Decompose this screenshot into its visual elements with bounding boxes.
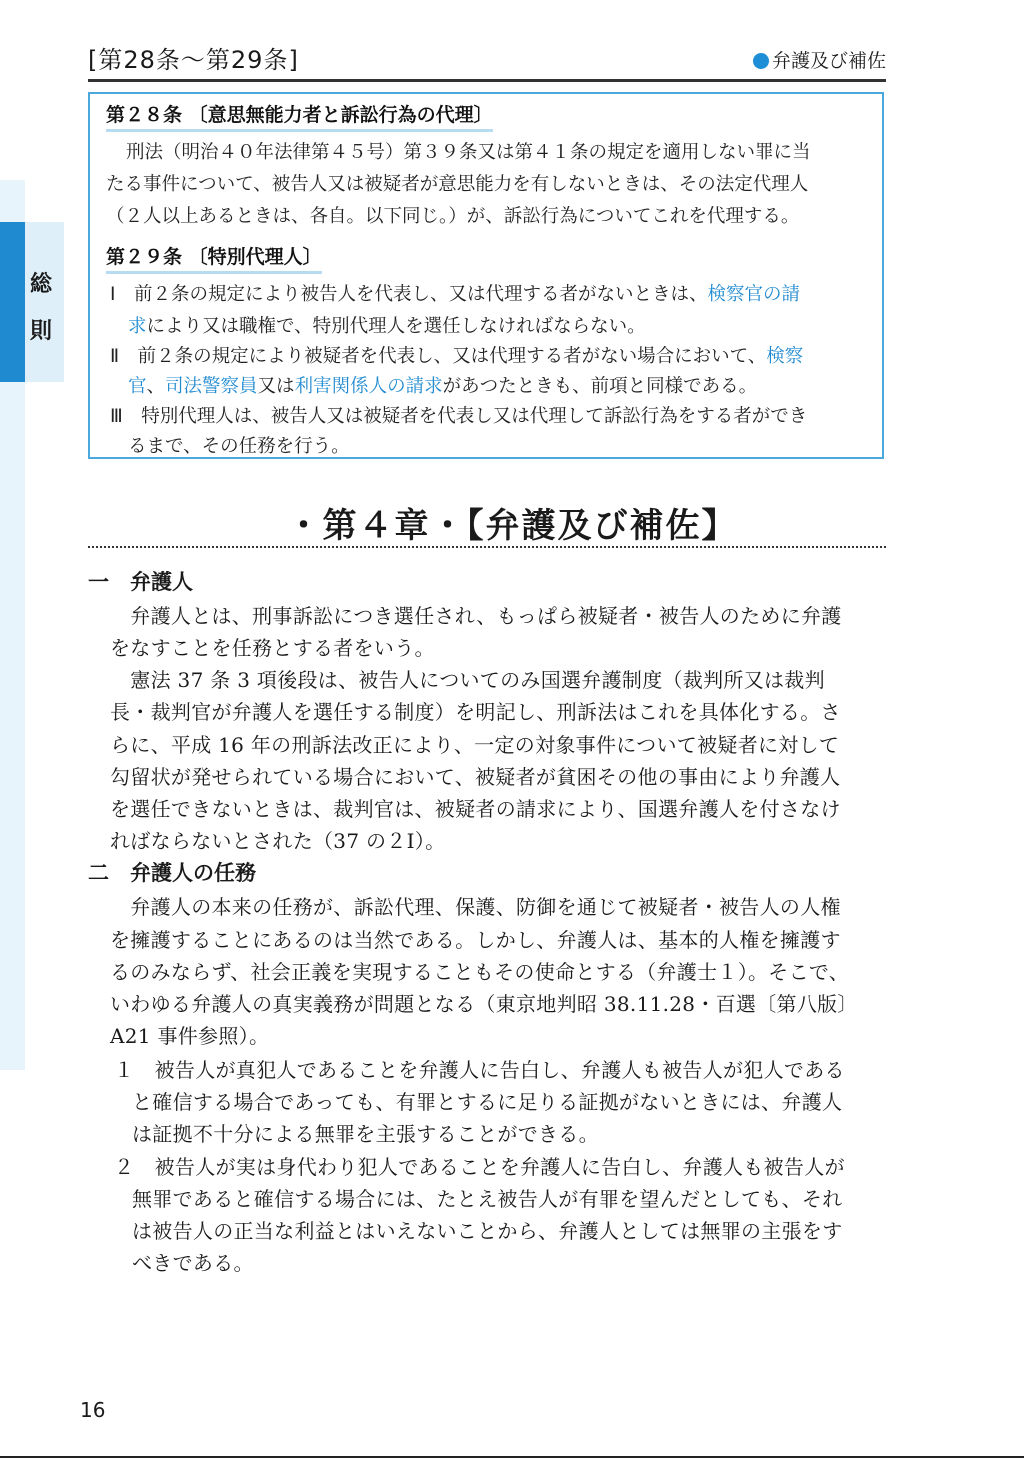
list-item-line: １ 被告人が真犯人であることを弁護人に告白し、弁護人も被告人が犯人である <box>114 1058 845 1082</box>
side-tab-char-2: 則 <box>30 319 53 344</box>
para-text: Ⅰ 前２条の規定により被告人を代表し、又は代理する者がないときは、 <box>110 284 708 305</box>
section-header-label: 弁護及び補佐 <box>771 50 886 72</box>
side-tab-char-1: 総 <box>30 272 53 297</box>
body-line: らに、平成 16 年の刑訴法改正により、一定の対象事件について被疑者に対して <box>110 733 840 757</box>
body-line: ればならないとされた（37 の２Ⅰ）。 <box>110 829 446 853</box>
term-link[interactable]: 求 <box>128 316 147 337</box>
article-29-para-2-cont <box>128 372 757 398</box>
article-29-para-1 <box>110 280 800 306</box>
body-line: をなすことを任務とする者をいう。 <box>110 636 435 660</box>
article-29-para-3-cont: るまで、その任務を行う。 <box>128 436 350 457</box>
statute-box <box>88 92 884 459</box>
para-text: 、 <box>146 376 166 397</box>
term-link[interactable]: 検察官の請 <box>707 284 800 305</box>
para-text: があつたときも、前項と同様である。 <box>442 376 758 397</box>
term-link[interactable]: 利害関係人の請求 <box>294 376 443 397</box>
body-line: A21 事件参照）。 <box>110 1024 270 1048</box>
term-link[interactable]: 官 <box>128 376 147 397</box>
para-text: Ⅱ 前２条の規定により被疑者を代表し、又は代理する者がない場合において、 <box>110 346 767 367</box>
section-header <box>753 46 886 73</box>
para-text: により又は職権で、特別代理人を選任しなければならない。 <box>146 316 646 337</box>
article-29-para-3: Ⅲ 特別代理人は、被告人又は被疑者を代表し又は代理して訴訟行為をする者ができ <box>110 406 808 427</box>
page-number: 16 <box>80 1398 106 1422</box>
body-line: を選任できないときは、裁判官は、被疑者の請求により、国選弁護人を付さなけ <box>110 797 841 821</box>
body-line: 弁護人とは、刑事訴訟につき選任され、もっぱら被疑者・被告人のために弁護 <box>110 604 842 628</box>
list-item-line: べきである。 <box>132 1251 254 1275</box>
list-item-line: と確信する場合であっても、有罪とするに足りる証拠がないときには、弁護人 <box>132 1090 843 1114</box>
article-28-title: 第２８条 〔意思無能力者と訴訟行為の代理〕 <box>106 100 493 132</box>
list-item-line: は証拠不十分による無罪を主張することができる。 <box>132 1122 599 1146</box>
chapter-rule <box>88 546 886 548</box>
body-line: 弁護人の本来の任務が、訴訟代理、保護、防御を通じて被疑者・被告人の人権 <box>110 895 841 919</box>
list-item-line: ２ 被告人が実は身代わり犯人であることを弁護人に告白し、弁護人も被告人が <box>114 1155 845 1179</box>
side-tab-bar <box>0 222 25 382</box>
chapter-title: ・第４章・【弁護及び補佐】 <box>286 506 738 546</box>
term-link[interactable]: 司法警察員 <box>165 376 258 397</box>
article-28-line: たる事件について、被告人又は被疑者が意思能力を有しないときは、その法定代理人 <box>106 174 809 195</box>
bullet-dot-icon <box>753 53 769 69</box>
header-rule <box>88 79 886 82</box>
page-range-header: [第28条〜第29条] <box>88 46 299 74</box>
section-heading: 一 弁護人 <box>88 569 193 594</box>
para-text: 又は <box>257 376 295 397</box>
bottom-rule <box>0 1456 1024 1458</box>
article-29-para-2 <box>110 342 803 368</box>
article-28-line: 刑法（明治４０年法律第４５号）第３９条又は第４１条の規定を適用しない罪に当 <box>126 142 811 163</box>
article-29-title: 第２９条 〔特別代理人〕 <box>106 242 322 274</box>
body-line: いわゆる弁護人の真実義務が問題となる（東京地判昭 38.11.28・百選〔第八版〕 <box>110 992 858 1016</box>
section-heading: 二 弁護人の任務 <box>88 860 256 885</box>
side-tab <box>0 222 64 382</box>
article-28-line: （２人以上あるときは、各自。以下同じ。）が、訴訟行為についてこれを代理する。 <box>106 206 800 227</box>
list-item-line: 無罪であると確信する場合には、たとえ被告人が有罪を望んだとしても、それ <box>132 1187 843 1211</box>
term-link[interactable]: 検察 <box>766 346 804 367</box>
body-line: 長・裁判官が弁護人を選任する制度）を明記し、刑訴法はこれを具体化する。さ <box>110 700 841 724</box>
list-item-line: は被告人の正当な利益とはいえないことから、弁護人としては無罪の主張をす <box>132 1219 843 1243</box>
article-29-para-1-cont <box>128 312 646 338</box>
body-line: 勾留状が発せられている場合において、被疑者が貧困その他の事由により弁護人 <box>110 765 841 789</box>
body-line: るのみならず、社会正義を実現することもその使命とする（弁護士１）。そこで、 <box>110 960 850 984</box>
body-line: 憲法 37 条 3 項後段は、被告人についてのみ国選弁護制度（裁判所又は裁判 <box>110 668 825 692</box>
body-line: を擁護することにあるのは当然である。しかし、弁護人は、基本的人権を擁護す <box>110 928 841 952</box>
